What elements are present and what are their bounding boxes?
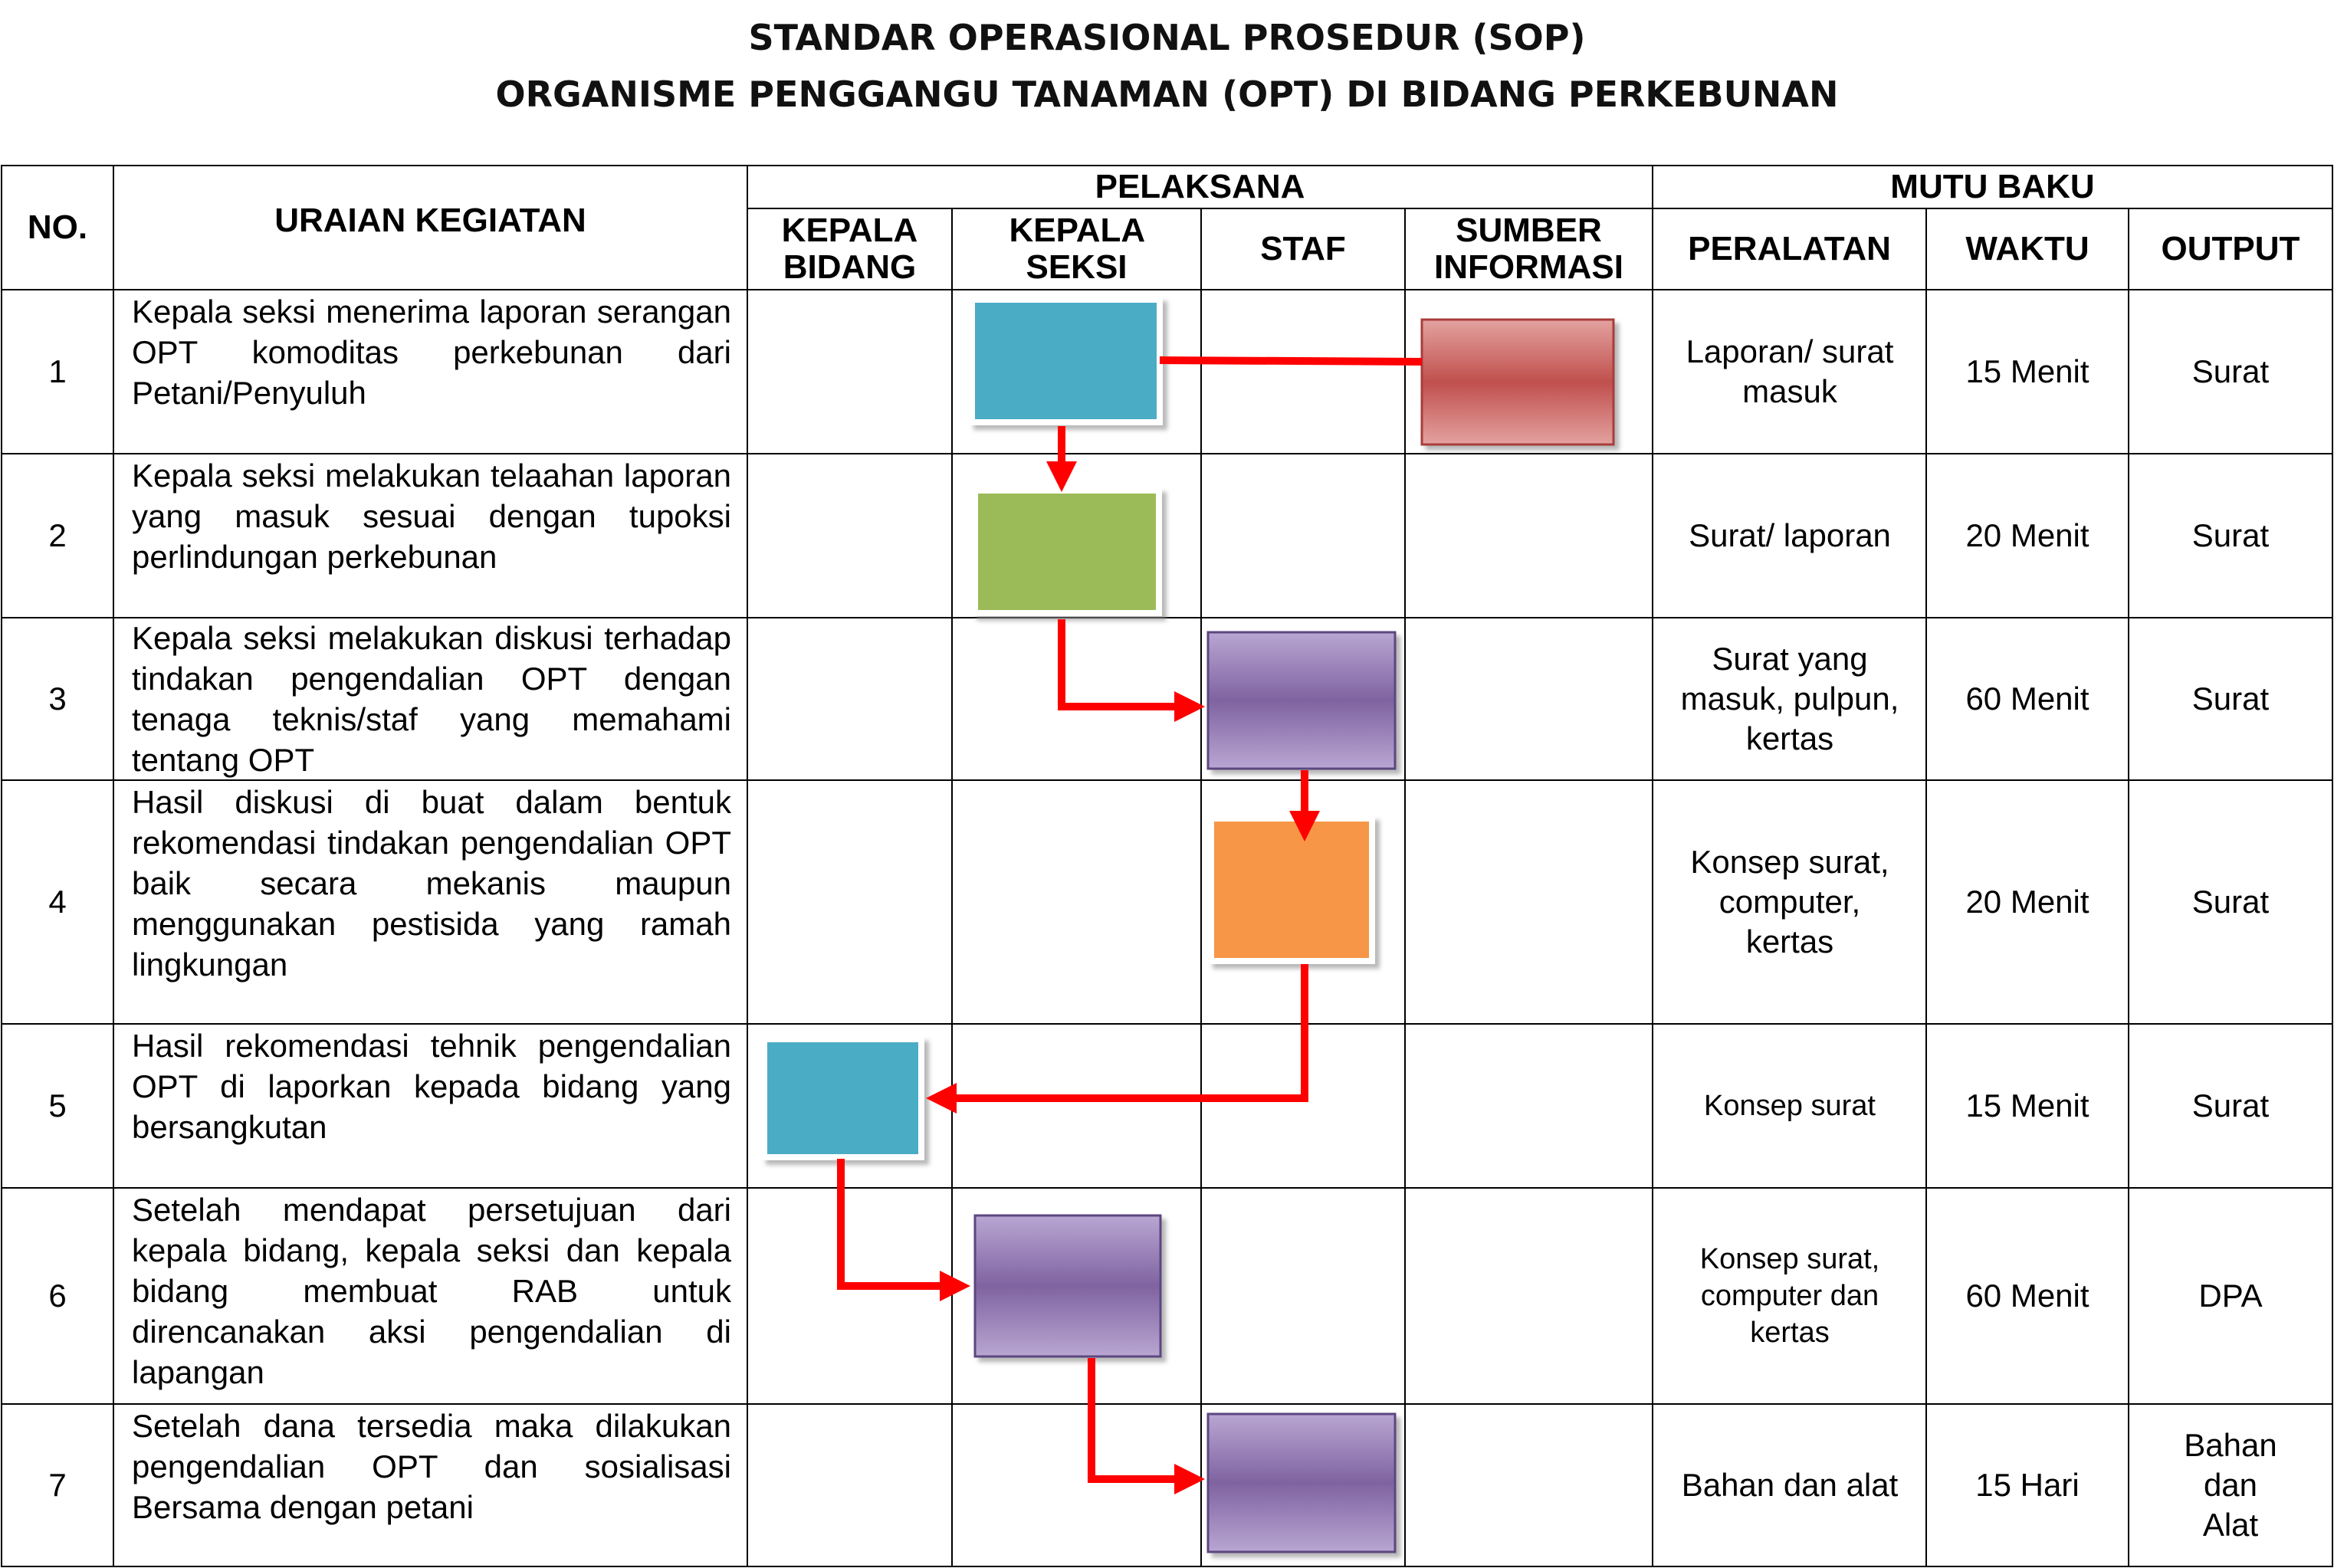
row6-uraian: Setelah mendapat persetujuan dari kepala bidang, kepala seksi dan kepala bidang membuat RAB untuk direncanakan aksi pengendalian di lapangan bbox=[132, 1192, 731, 1390]
row1-no: 1 bbox=[48, 353, 67, 389]
header-sumber-informasi: SUMBER INFORMASI bbox=[1434, 212, 1623, 286]
step1-sumber-informasi-box bbox=[1422, 320, 1613, 444]
row7-uraian: Setelah dana tersedia maka dilakukan pengendalian OPT dan sosialisasi Bersama dengan petani bbox=[132, 1408, 731, 1525]
row1-peralatan: Laporan/ surat masuk bbox=[1686, 333, 1894, 409]
arrow-4-to-5 bbox=[934, 964, 1305, 1098]
header-output: OUTPUT bbox=[2161, 230, 2300, 267]
arrow-6-to-7 bbox=[1091, 1358, 1197, 1479]
row4-peralatan: Konsep surat, computer, kertas bbox=[1690, 844, 1889, 959]
row3-output: Surat bbox=[2191, 681, 2270, 717]
row3-no: 3 bbox=[48, 681, 67, 717]
row2-no: 2 bbox=[48, 517, 67, 553]
row7-waktu: 15 Hari bbox=[1975, 1467, 2080, 1503]
step1-kepala-seksi-box bbox=[972, 300, 1160, 422]
step7-staf-box bbox=[1208, 1414, 1395, 1552]
connector-1-source bbox=[1160, 360, 1422, 362]
row6-no: 6 bbox=[48, 1278, 67, 1314]
header-no: NO. bbox=[27, 208, 88, 246]
row6-waktu: 60 Menit bbox=[1965, 1278, 2089, 1314]
header-kepala-seksi: KEPALA SEKSI bbox=[1009, 212, 1146, 286]
step3-staf-box bbox=[1208, 632, 1395, 769]
row5-peralatan: Konsep surat bbox=[1704, 1090, 1876, 1122]
row4-output: Surat bbox=[2191, 884, 2270, 920]
step4-staf-box bbox=[1211, 818, 1372, 961]
page-subtitle: ORGANISME PENGGANGU TANAMAN (OPT) DI BIDANG PERKEBUNAN bbox=[495, 74, 1839, 115]
row3-peralatan: Surat yang masuk, pulpun, kertas bbox=[1680, 641, 1899, 756]
step5-kepala-bidang-box bbox=[764, 1039, 921, 1157]
header-waktu: WAKTU bbox=[1965, 230, 2089, 267]
header-pelaksana: PELAKSANA bbox=[1095, 168, 1305, 205]
row5-no: 5 bbox=[48, 1087, 67, 1124]
row2-output: Surat bbox=[2191, 517, 2270, 553]
row1-waktu: 15 Menit bbox=[1965, 353, 2089, 389]
row5-uraian: Hasil rekomendasi tehnik pengendalian OPT di laporkan kepada bidang yang bersangkutan bbox=[132, 1028, 731, 1145]
row2-waktu: 20 Menit bbox=[1965, 517, 2089, 553]
row4-uraian: Hasil diskusi di buat dalam bentuk rekomendasi tindakan pengendalian OPT baik secara mekanis maupun menggunakan pestisida yang ramah lingkungan bbox=[132, 784, 731, 982]
arrow-5-to-6 bbox=[841, 1159, 963, 1286]
row7-output: Bahan dan Alat bbox=[2184, 1427, 2277, 1543]
row5-output: Surat bbox=[2191, 1087, 2270, 1124]
header-mutu-baku: MUTU BAKU bbox=[1890, 168, 2095, 205]
step2-kepala-seksi-box bbox=[975, 490, 1159, 613]
row2-uraian: Kepala seksi melakukan telaahan laporan yang masuk sesuai dengan tupoksi perlindungan perkebunan bbox=[132, 458, 731, 575]
header-peralatan: PERALATAN bbox=[1688, 230, 1891, 267]
row1-output: Surat bbox=[2191, 353, 2270, 389]
row7-no: 7 bbox=[48, 1467, 67, 1503]
header-staf: STAF bbox=[1260, 230, 1346, 267]
header-kepala-bidang: KEPALA BIDANG bbox=[781, 212, 918, 286]
step6-kepala-seksi-box bbox=[975, 1215, 1160, 1356]
row2-peralatan: Surat/ laporan bbox=[1689, 517, 1891, 553]
row6-output: DPA bbox=[2198, 1278, 2263, 1314]
header-uraian-kegiatan: URAIAN KEGIATAN bbox=[274, 202, 586, 239]
arrow-2-to-3 bbox=[1062, 619, 1197, 707]
row3-uraian: Kepala seksi melakukan diskusi terhadap tindakan pengendalian OPT dengan tenaga teknis/staf yang memahami tentang OPT bbox=[132, 620, 731, 778]
row4-waktu: 20 Menit bbox=[1965, 884, 2089, 920]
page-title: STANDAR OPERASIONAL PROSEDUR (SOP) bbox=[748, 17, 1586, 58]
row7-peralatan: Bahan dan alat bbox=[1681, 1467, 1899, 1503]
row3-waktu: 60 Menit bbox=[1965, 681, 2089, 717]
row6-peralatan: Konsep surat, computer dan kertas bbox=[1699, 1243, 1880, 1349]
row1-uraian: Kepala seksi menerima laporan serangan OPT komoditas perkebunan dari Petani/Penyuluh bbox=[132, 294, 731, 411]
row5-waktu: 15 Menit bbox=[1965, 1087, 2089, 1124]
row4-no: 4 bbox=[48, 884, 67, 920]
